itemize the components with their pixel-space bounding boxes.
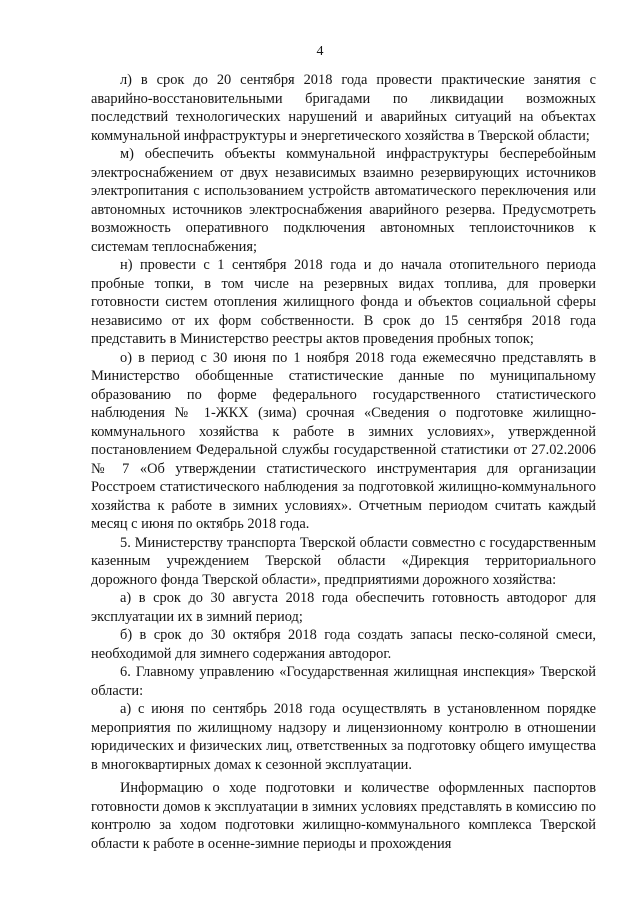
- paragraph-m-power-supply: м) обеспечить объекты коммунальной инфраструктуры бесперебойным электроснабжением от двух независимых взаимно резервирующих источников электропитания с использованием устройств автоматического переключения или автономных источников электроснабжения аварийного резерва. Предусмотреть возможность оперативного подключения автономных теплоисточников к системам теплоснабжения;: [91, 146, 596, 255]
- document-body: [91, 71, 596, 853]
- paragraph-6-housing-inspection: 6. Главному управлению «Государственная жилищная инспекция» Тверской области:: [91, 664, 596, 699]
- paragraph-o-statistics: о) в период с 30 июня по 1 ноября 2018 года ежемесячно представлять в Министерство обобщенные статистические данные по муниципальному образованию по форме федерального государственного статистического наблюдения № 1-ЖКХ (зима) срочная «Сведения о подготовке жилищно-коммунального хозяйства к работе в зимних условиях», утвержденной постановлением Федеральной службы государственной статистики от 27.02.2006 № 7 «Об утверждении статистического инструментария для организации Росстроем статистического наблюдения за подготовкой жилищно-коммунального хозяйства к работе в зимних условиях». Отчетным периодом считать каждый месяц с июня по октябрь 2018 года.: [91, 349, 596, 532]
- paragraph-6a-supervision: а) с июня по сентябрь 2018 года осуществлять в установленном порядке мероприятия по жилищному надзору и лицензионному контролю в отношении юридических и физических лиц, ответственных за подготовку общего имущества в многоквартирных домах к сезонной эксплуатации.: [91, 701, 596, 773]
- paragraph-readiness-information: Информацию о ходе подготовки и количестве оформленных паспортов готовности домов к эксплуатации в зимних условиях представлять в комиссию по контролю за ходом подготовки жилищно-коммунального комплекса Тверской области к работе в осенне-зимние периоды и прохождения: [91, 780, 596, 852]
- paragraph-5a-roads-readiness: а) в срок до 30 августа 2018 года обеспечить готовность автодорог для эксплуатации их в зимний период;: [91, 590, 596, 625]
- page-number: 4: [316, 44, 324, 59]
- paragraph-5-transport-ministry: 5. Министерству транспорта Тверской области совместно с государственным казенным учреждением Тверской области «Дирекция территориального дорожного фонда Тверской области», предприятиями дорожного хозяйства:: [91, 534, 596, 588]
- paragraph-5b-salt-sand-reserves: б) в срок до 30 октября 2018 года создать запасы песко-соляной смеси, необходимой для зимнего содержания автодорог.: [91, 627, 596, 662]
- paragraph-n-test-heating: н) провести с 1 сентября 2018 года и до начала отопительного периода пробные топки, в том числе на резервных видах топлива, для проверки готовности систем отопления жилищного фонда и объектов социальной сферы независимо от их форм собственности. В срок до 15 сентября 2018 года представить в Министерство реестры актов проведения пробных топок;: [91, 257, 596, 347]
- paragraph-l-training-exercises: л) в срок до 20 сентября 2018 года провести практические занятия с аварийно-восстановительными бригадами по ликвидации возможных последствий технологических нарушений и аварийных ситуаций на объектах коммунальной инфраструктуры и энергетического хозяйства в Тверской области;: [91, 72, 596, 144]
